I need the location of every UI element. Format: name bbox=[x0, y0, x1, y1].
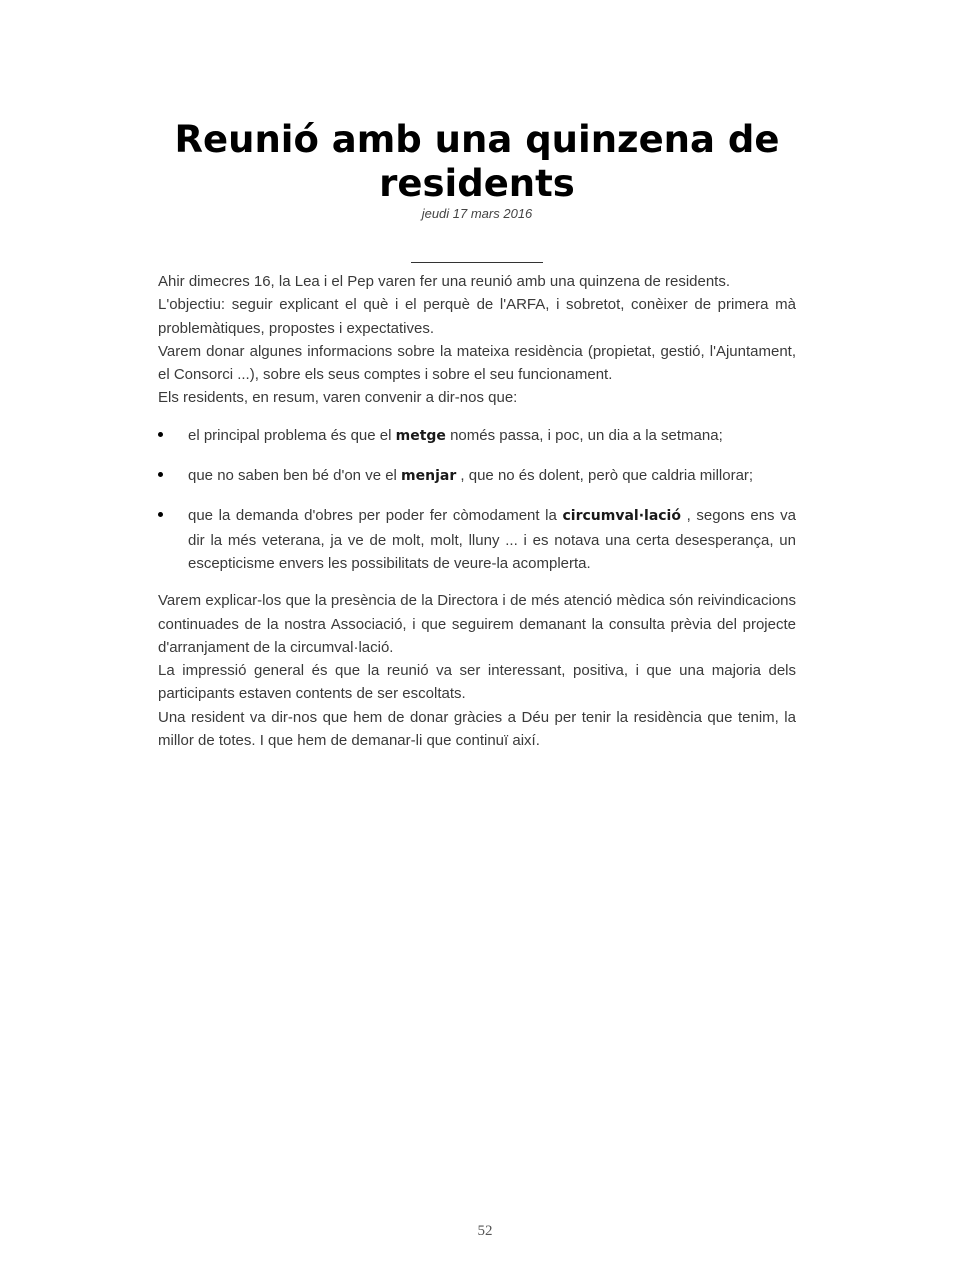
bullet-text: , segons ens va dir la més veterana, ja ve de molt, molt, lluny ... i es notava una certa desesperança, un escepticisme envers les possibilitats de veure-la acomplerta. bbox=[188, 507, 797, 572]
article-body bbox=[158, 270, 796, 752]
bullet-text: que no saben ben bé d'on ve el bbox=[188, 467, 402, 485]
bullet-text: el principal problema és que el bbox=[188, 426, 396, 444]
list-item bbox=[158, 504, 796, 575]
intro-paragraph: Varem donar algunes informacions sobre la mateixa residència (propietat, gestió, l'Ajuntament, el Consorci ...), sobre els seus comptes i sobre el seu funcionament. bbox=[158, 342, 796, 384]
list-item bbox=[158, 424, 796, 448]
bullet-list bbox=[158, 424, 796, 575]
article-title: Reunió amb una quinzena de residents bbox=[174, 118, 780, 205]
intro-paragraph: Ahir dimecres 16, la Lea i el Pep varen fer una reunió amb una quinzena de residents. bbox=[158, 273, 731, 290]
title-divider bbox=[411, 262, 543, 263]
closing-paragraph: Varem explicar-los que la presència de la Directora i de més atenció mèdica són reivindicacions continuades de la nostra Associació, i que seguirem demanant la consulta prèvia del projecte d'arranjament de la circumval·lació. bbox=[158, 592, 796, 656]
closing-paragraph: La impressió general és que la reunió va ser interessant, positiva, i que una majoria dels participants estaven contents de ser escoltats. bbox=[158, 662, 796, 703]
bullet-keyword: metge bbox=[395, 427, 446, 444]
bullet-icon bbox=[158, 512, 163, 517]
bullet-text: que la demanda d'obres per poder fer còmodament la bbox=[188, 507, 563, 525]
bullet-keyword: menjar bbox=[401, 468, 457, 485]
bullet-text: , que no és dolent, però que caldria millorar; bbox=[456, 467, 754, 485]
list-item bbox=[158, 464, 796, 488]
bullet-text: només passa, i poc, un dia a la setmana; bbox=[445, 426, 723, 444]
closing-paragraph: Una resident va dir-nos que hem de donar gràcies a Déu per tenir la residència que tenim, la millor de totes. I que hem de demanar-li que continuï així. bbox=[158, 708, 796, 750]
bullet-keyword: circumval·lació bbox=[562, 508, 681, 525]
bullet-icon bbox=[158, 472, 163, 477]
intro-paragraph: L'objectiu: seguir explicant el què i el perquè de l'ARFA, i sobretot, conèixer de primera mà problemàtiques, propostes i expectatives. bbox=[158, 296, 796, 337]
bullet-icon bbox=[158, 432, 163, 437]
page-number: 52 bbox=[477, 1223, 493, 1239]
intro-paragraph: Els residents, en resum, varen convenir a dir-nos que: bbox=[158, 389, 518, 407]
article-date: jeudi 17 mars 2016 bbox=[421, 206, 533, 221]
